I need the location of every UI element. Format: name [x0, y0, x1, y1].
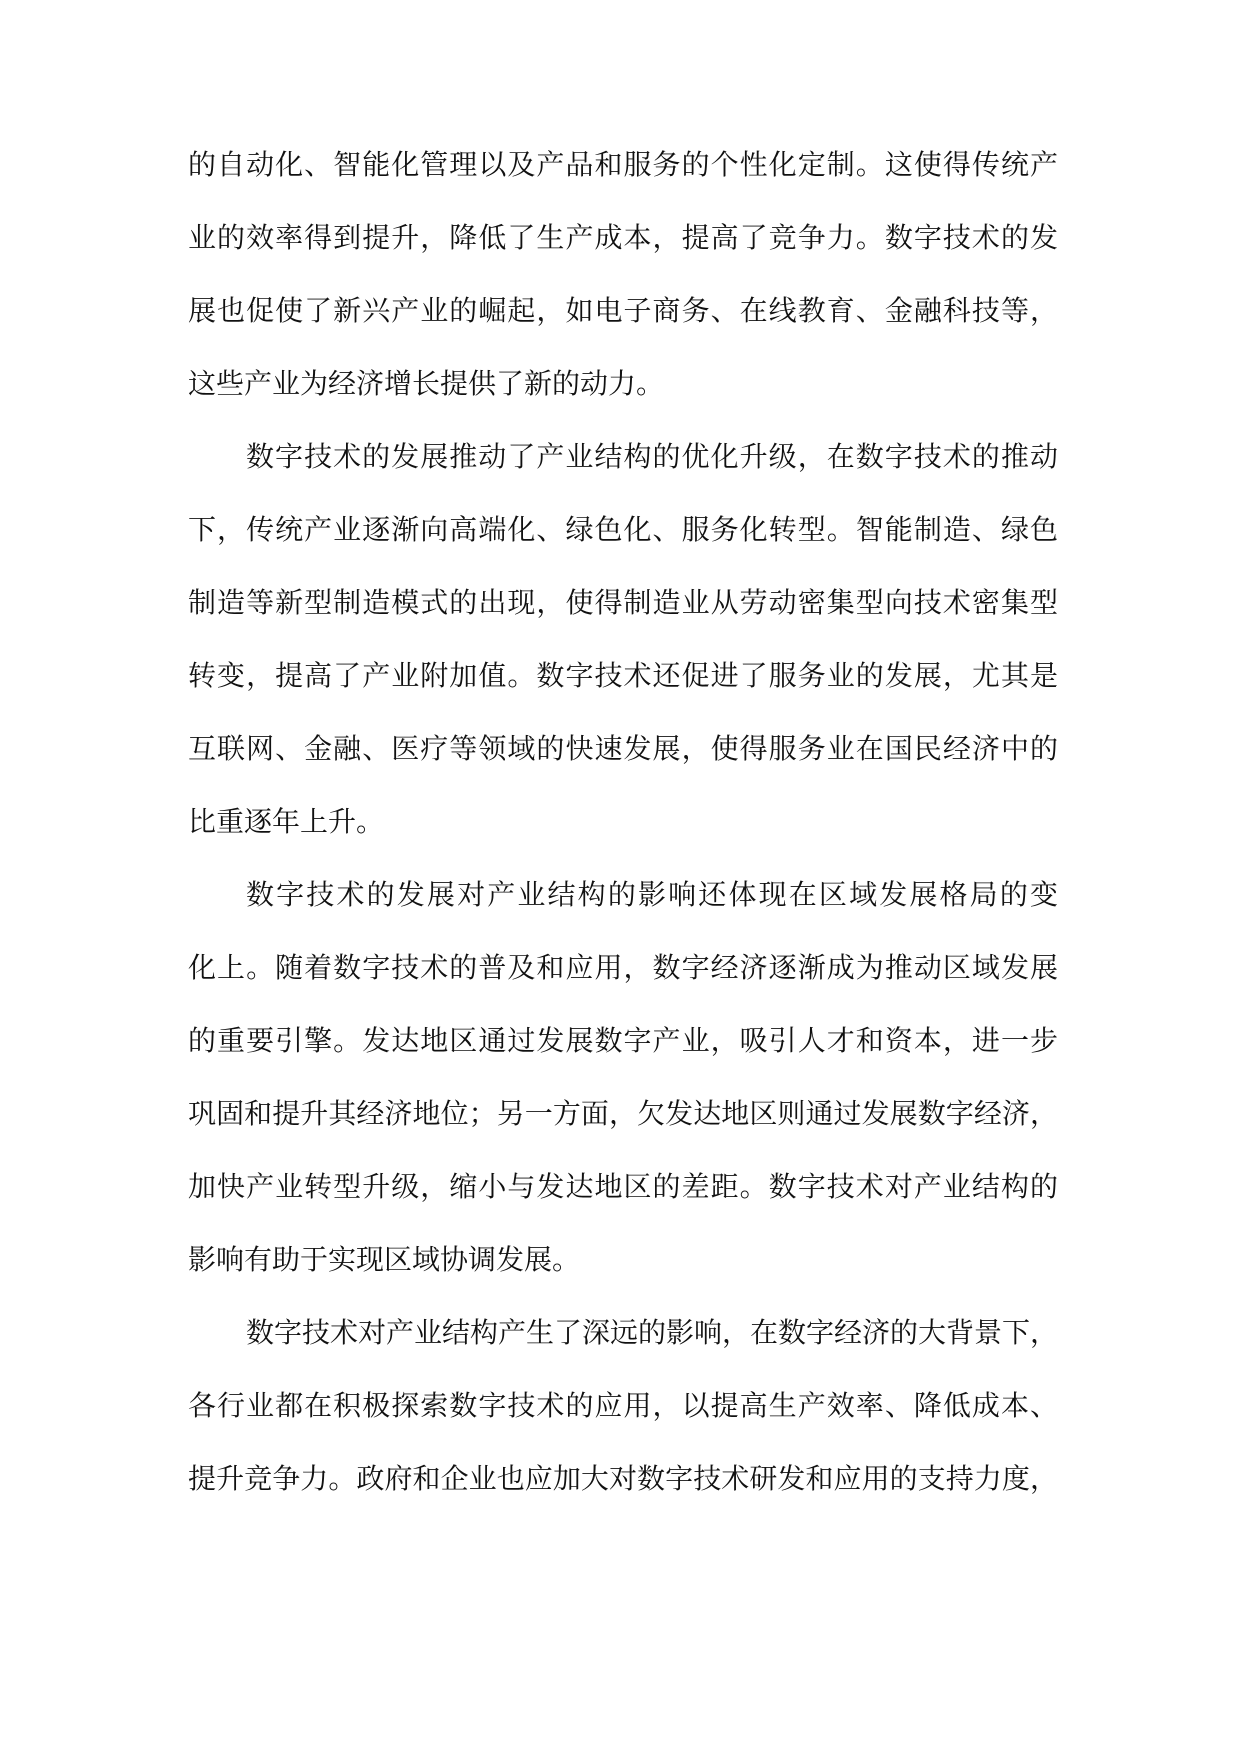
- text-line: 的重要引擎。发达地区通过发展数字产业，吸引人才和资本，进一步: [188, 1024, 1058, 1057]
- text-line: 的自动化、智能化管理以及产品和服务的个性化定制。这使得传统产: [188, 148, 1058, 181]
- text-line: 各行业都在积极探索数字技术的应用，以提高生产效率、降低成本、: [188, 1389, 1058, 1422]
- text-line: 转变，提高了产业附加值。数字技术还促进了服务业的发展，尤其是: [188, 659, 1058, 692]
- text-line: 数字技术的发展对产业结构的影响还体现在区域发展格局的变: [246, 878, 1058, 911]
- text-line: 化上。随着数字技术的普及和应用，数字经济逐渐成为推动区域发展: [188, 951, 1058, 984]
- text-line: 加快产业转型升级，缩小与发达地区的差距。数字技术对产业结构的: [188, 1170, 1058, 1203]
- text-line: 互联网、金融、医疗等领域的快速发展，使得服务业在国民经济中的: [188, 732, 1058, 765]
- text-line: 制造等新型制造模式的出现，使得制造业从劳动密集型向技术密集型: [188, 586, 1058, 619]
- text-line: 下，传统产业逐渐向高端化、绿色化、服务化转型。智能制造、绿色: [188, 513, 1058, 546]
- text-line: 比重逐年上升。: [188, 805, 385, 838]
- text-line: 业的效率得到提升，降低了生产成本，提高了竞争力。数字技术的发: [188, 221, 1058, 254]
- text-line: 这些产业为经济增长提供了新的动力。: [188, 367, 665, 400]
- text-line: 数字技术对产业结构产生了深远的影响，在数字经济的大背景下，: [246, 1316, 1059, 1349]
- text-line: 展也促使了新兴产业的崛起，如电子商务、在线教育、金融科技等，: [188, 294, 1058, 327]
- document-body: [188, 146, 1058, 1533]
- text-line: 提升竞争力。政府和企业也应加大对数字技术研发和应用的支持力度，: [188, 1462, 1058, 1495]
- text-line: 影响有助于实现区域协调发展。: [188, 1243, 581, 1276]
- text-line: 巩固和提升其经济地位；另一方面，欠发达地区则通过发展数字经济，: [188, 1097, 1058, 1130]
- text-line: 数字技术的发展推动了产业结构的优化升级，在数字技术的推动: [246, 440, 1058, 473]
